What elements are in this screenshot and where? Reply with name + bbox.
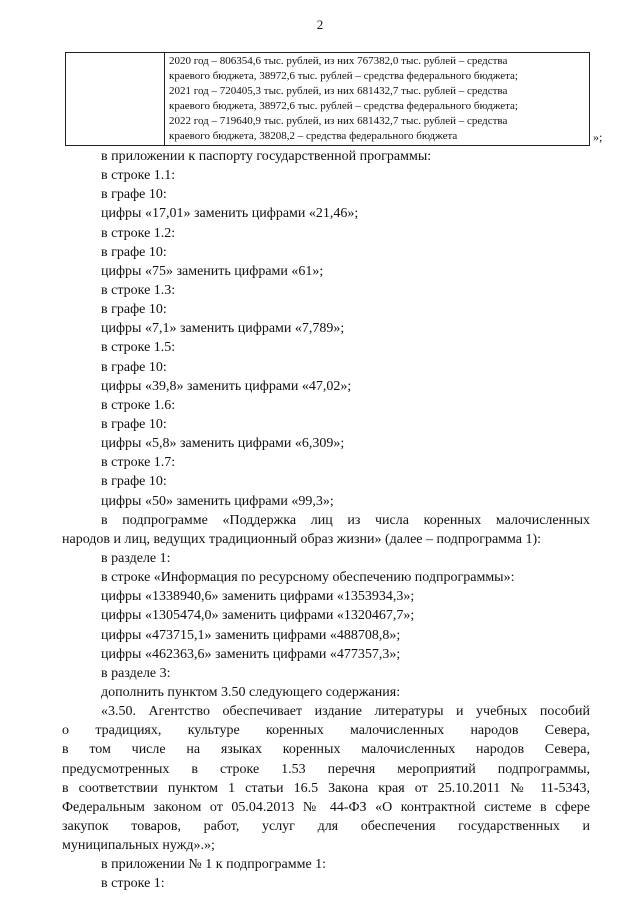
funding-table bbox=[65, 52, 590, 146]
text-line: цифры «39,8» заменить цифрами «47,02»; bbox=[101, 378, 352, 394]
table-value-cell bbox=[165, 53, 590, 146]
text-line: цифры «462363,6» заменить цифрами «477357,3»; bbox=[101, 646, 401, 662]
text-line: цифры «473715,1» заменить цифрами «488708,8»; bbox=[101, 627, 401, 643]
text-line: в соответствии пунктом 1 статьи 16.5 Закона края от 25.10.2011 № 11-5343, bbox=[62, 780, 590, 796]
text-line: народов и лиц, ведущих традиционный образ жизни» (далее – подпрограмма 1): bbox=[62, 531, 542, 547]
table-label-cell bbox=[66, 53, 165, 146]
text-line: цифры «50» заменить цифрами «99,3»; bbox=[101, 493, 334, 509]
text-line: в строке 1.6: bbox=[101, 397, 176, 413]
text-line: в приложении к паспорту государственной программы: bbox=[101, 149, 432, 164]
text-line: в подпрограмме «Поддержка лиц из числа коренных малочисленных bbox=[101, 512, 590, 528]
text-line: в приложении № 1 к подпрограмме 1: bbox=[101, 857, 327, 873]
text-line: цифры «5,8» заменить цифрами «6,309»; bbox=[101, 436, 345, 452]
page-number: 2 bbox=[316, 17, 324, 32]
text-line: предусмотренных в строке 1.53 перечня мероприятий подпрограммы, bbox=[62, 761, 590, 777]
table-line: 2021 год – 720405,3 тыс. рублей, из них 681432,7 тыс. рублей – средства bbox=[169, 85, 508, 97]
text-line: о традициях, культуре коренных малочисленных народов Севера, bbox=[62, 723, 590, 739]
text-line: цифры «75» заменить цифрами «61»; bbox=[101, 263, 324, 279]
text-line: в графе 10: bbox=[101, 359, 167, 375]
text-line: в том числе на языках коренных малочисленных народов Севера, bbox=[62, 742, 590, 758]
table-line: 2020 год – 806354,6 тыс. рублей, из них 767382,0 тыс. рублей – средства bbox=[169, 55, 508, 67]
text-line: в строке «Информация по ресурсному обеспечению подпрограммы»: bbox=[101, 570, 515, 586]
table-line: краевого бюджета, 38208,2 – средства федерального бюджета bbox=[169, 130, 458, 142]
document-body bbox=[62, 147, 590, 893]
text-line: в строке 1: bbox=[101, 876, 165, 892]
table-line: краевого бюджета, 38972,6 тыс. рублей – средства федерального бюджета; bbox=[169, 70, 518, 82]
text-line: в графе 10: bbox=[101, 244, 167, 260]
text-line: муниципальных нужд».»; bbox=[62, 838, 215, 854]
text-line: цифры «7,1» заменить цифрами «7,789»; bbox=[101, 321, 345, 337]
text-line: цифры «1338940,6» заменить цифрами «1353934,3»; bbox=[101, 589, 415, 605]
text-line: в разделе 3: bbox=[101, 665, 171, 681]
text-line: Федеральным законом от 05.04.2013 № 44-ФЗ «О контрактной системе в сфере bbox=[62, 799, 590, 815]
text-line: «3.50. Агентство обеспечивает издание литературы и учебных пособий bbox=[101, 704, 590, 720]
text-line: в графе 10: bbox=[101, 302, 167, 318]
text-line: в строке 1.3: bbox=[101, 282, 176, 298]
text-line: в строке 1.5: bbox=[101, 340, 176, 356]
table-row bbox=[66, 53, 590, 146]
text-line: в графе 10: bbox=[101, 416, 167, 432]
text-line: цифры «17,01» заменить цифрами «21,46»; bbox=[101, 206, 359, 222]
table-closing-quote: »; bbox=[593, 130, 603, 144]
text-line: в строке 1.7: bbox=[101, 455, 176, 471]
text-line: в разделе 1: bbox=[101, 550, 171, 566]
text-line: дополнить пунктом 3.50 следующего содержания: bbox=[101, 684, 401, 700]
text-line: закупок товаров, работ, услуг для обеспечения государственных и bbox=[62, 818, 590, 834]
table-line: 2022 год – 719640,9 тыс. рублей, из них 681432,7 тыс. рублей – средства bbox=[169, 115, 508, 127]
text-line: в графе 10: bbox=[101, 187, 167, 203]
text-line: в строке 1.1: bbox=[101, 168, 176, 184]
text-line: в графе 10: bbox=[101, 474, 167, 490]
table-line: краевого бюджета, 38972,6 тыс. рублей – средства федерального бюджета; bbox=[169, 100, 518, 112]
text-line: в строке 1.2: bbox=[101, 225, 176, 241]
text-line: цифры «1305474,0» заменить цифрами «1320467,7»; bbox=[101, 608, 415, 624]
